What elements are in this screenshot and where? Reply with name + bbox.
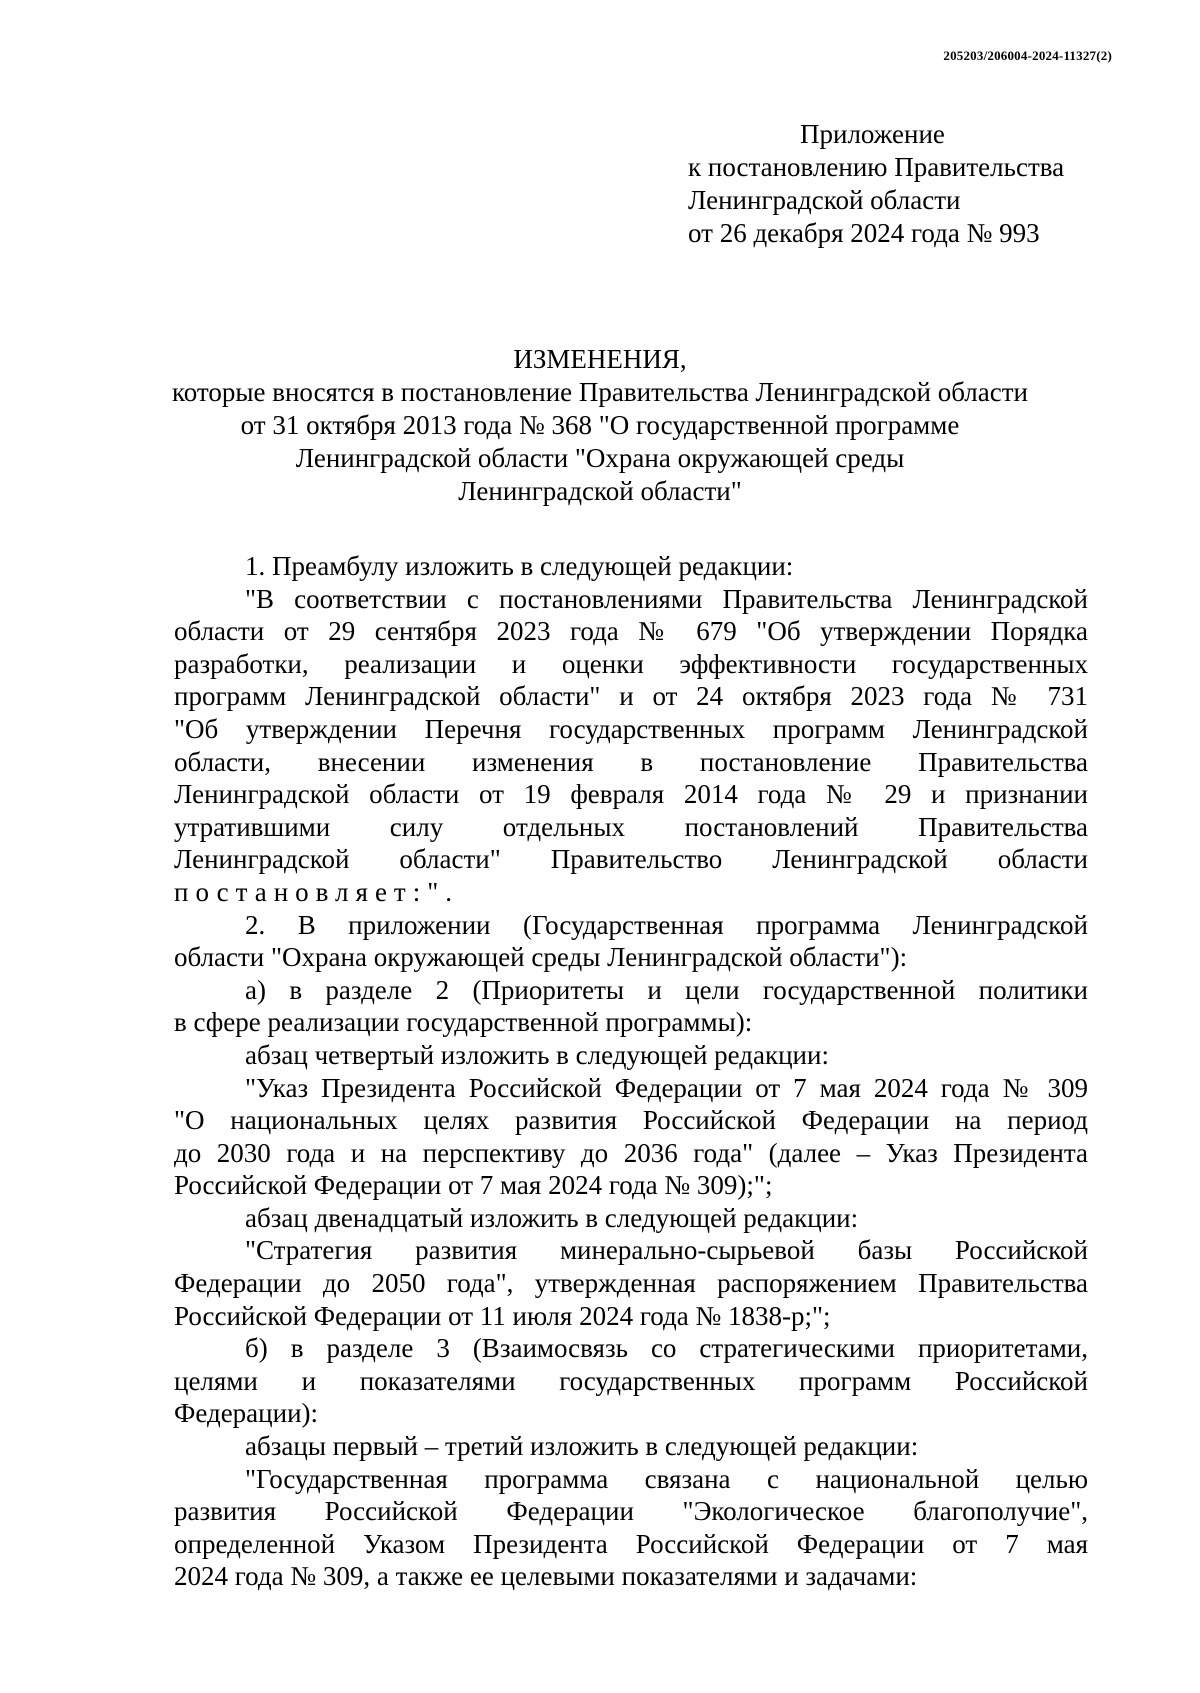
title-line: Ленинградской области" bbox=[458, 476, 742, 506]
body-line: определенной Указом Президента Российской Федерации от 7 мая bbox=[174, 1528, 1088, 1559]
body-line: до 2030 года и на перспективу до 2036 года" (далее – Указ Президента bbox=[174, 1137, 1088, 1168]
body-line: области "Охрана окружающей среды Ленинградской области"): bbox=[174, 942, 908, 973]
body-line: Федерации до 2050 года", утвержденная распоряжением Правительства bbox=[174, 1268, 1088, 1299]
document-title bbox=[0, 343, 1200, 508]
body-line: 2. В приложении (Государственная программа Ленинградской bbox=[245, 909, 1088, 940]
appendix-header bbox=[688, 118, 1148, 250]
body-line: целями и показателями государственных программ Российской bbox=[174, 1365, 1088, 1396]
body-line: 1. Преамбулу изложить в следующей редакции: bbox=[245, 551, 794, 581]
document-registration-number: 205203/206004-2024-11327(2) bbox=[943, 48, 1112, 63]
body-line: области от 29 сентября 2023 года № 679 "Об утверждении Порядка bbox=[174, 616, 1088, 647]
body-line: б) в разделе 3 (Взаимосвязь со стратегическими приоритетами, bbox=[245, 1333, 1088, 1364]
body-line: Российской Федерации от 11 июля 2024 года № 1838-р;"; bbox=[174, 1300, 831, 1331]
body-line: Федерации): bbox=[174, 1398, 319, 1429]
body-line: постановляет:". bbox=[174, 876, 460, 907]
body-line: абзацы первый – третий изложить в следующей редакции: bbox=[245, 1431, 919, 1462]
body-line: 2024 года № 309, а также ее целевыми показателями и задачами: bbox=[174, 1561, 918, 1592]
appendix-line: Ленинградской области bbox=[688, 185, 961, 215]
body-line: развития Российской Федерации "Экологическое благополучие", bbox=[174, 1496, 1088, 1527]
body-line: абзац четвертый изложить в следующей редакции: bbox=[245, 1039, 829, 1070]
appendix-line: Приложение bbox=[800, 119, 945, 149]
title-line: которые вносятся в постановление Правительства Ленинградской области bbox=[171, 377, 1028, 407]
body-line: утратившими силу отдельных постановлений Правительства bbox=[174, 811, 1088, 842]
title-heading: ИЗМЕНЕНИЯ, bbox=[513, 344, 687, 374]
body-line: Ленинградской области от 19 февраля 2014 года № 29 и признании bbox=[174, 779, 1088, 810]
appendix-line: от 26 декабря 2024 года № 993 bbox=[688, 218, 1040, 248]
body-line: "Стратегия развития минерально-сырьевой базы Российской bbox=[245, 1235, 1088, 1266]
document-body bbox=[174, 550, 1088, 1593]
body-line: "В соответствии с постановлениями Правительства Ленинградской bbox=[245, 583, 1088, 614]
body-line: Ленинградской области" Правительство Ленинградской области bbox=[174, 844, 1088, 875]
body-line: "О национальных целях развития Российской Федерации на период bbox=[174, 1105, 1088, 1136]
body-line: программ Ленинградской области" и от 24 октября 2023 года № 731 bbox=[174, 681, 1088, 712]
body-line: "Об утверждении Перечня государственных программ Ленинградской bbox=[174, 713, 1088, 744]
title-line: Ленинградской области "Охрана окружающей среды bbox=[295, 443, 905, 473]
body-line: абзац двенадцатый изложить в следующей редакции: bbox=[245, 1202, 859, 1233]
appendix-line: к постановлению Правительства bbox=[688, 152, 1065, 182]
body-line: "Указ Президента Российской Федерации от 7 мая 2024 года № 309 bbox=[245, 1072, 1088, 1103]
body-line: Российской Федерации от 7 мая 2024 года № 309);"; bbox=[174, 1170, 773, 1201]
body-line: "Государственная программа связана с национальной целью bbox=[245, 1463, 1088, 1494]
body-line: а) в разделе 2 (Приоритеты и цели государственной политики bbox=[245, 974, 1088, 1005]
body-line: области, внесении изменения в постановление Правительства bbox=[174, 746, 1088, 777]
body-line: разработки, реализации и оценки эффективности государственных bbox=[174, 648, 1088, 679]
title-line: от 31 октября 2013 года № 368 "О государственной программе bbox=[240, 410, 960, 440]
body-line: в сфере реализации государственной программы): bbox=[174, 1007, 753, 1038]
